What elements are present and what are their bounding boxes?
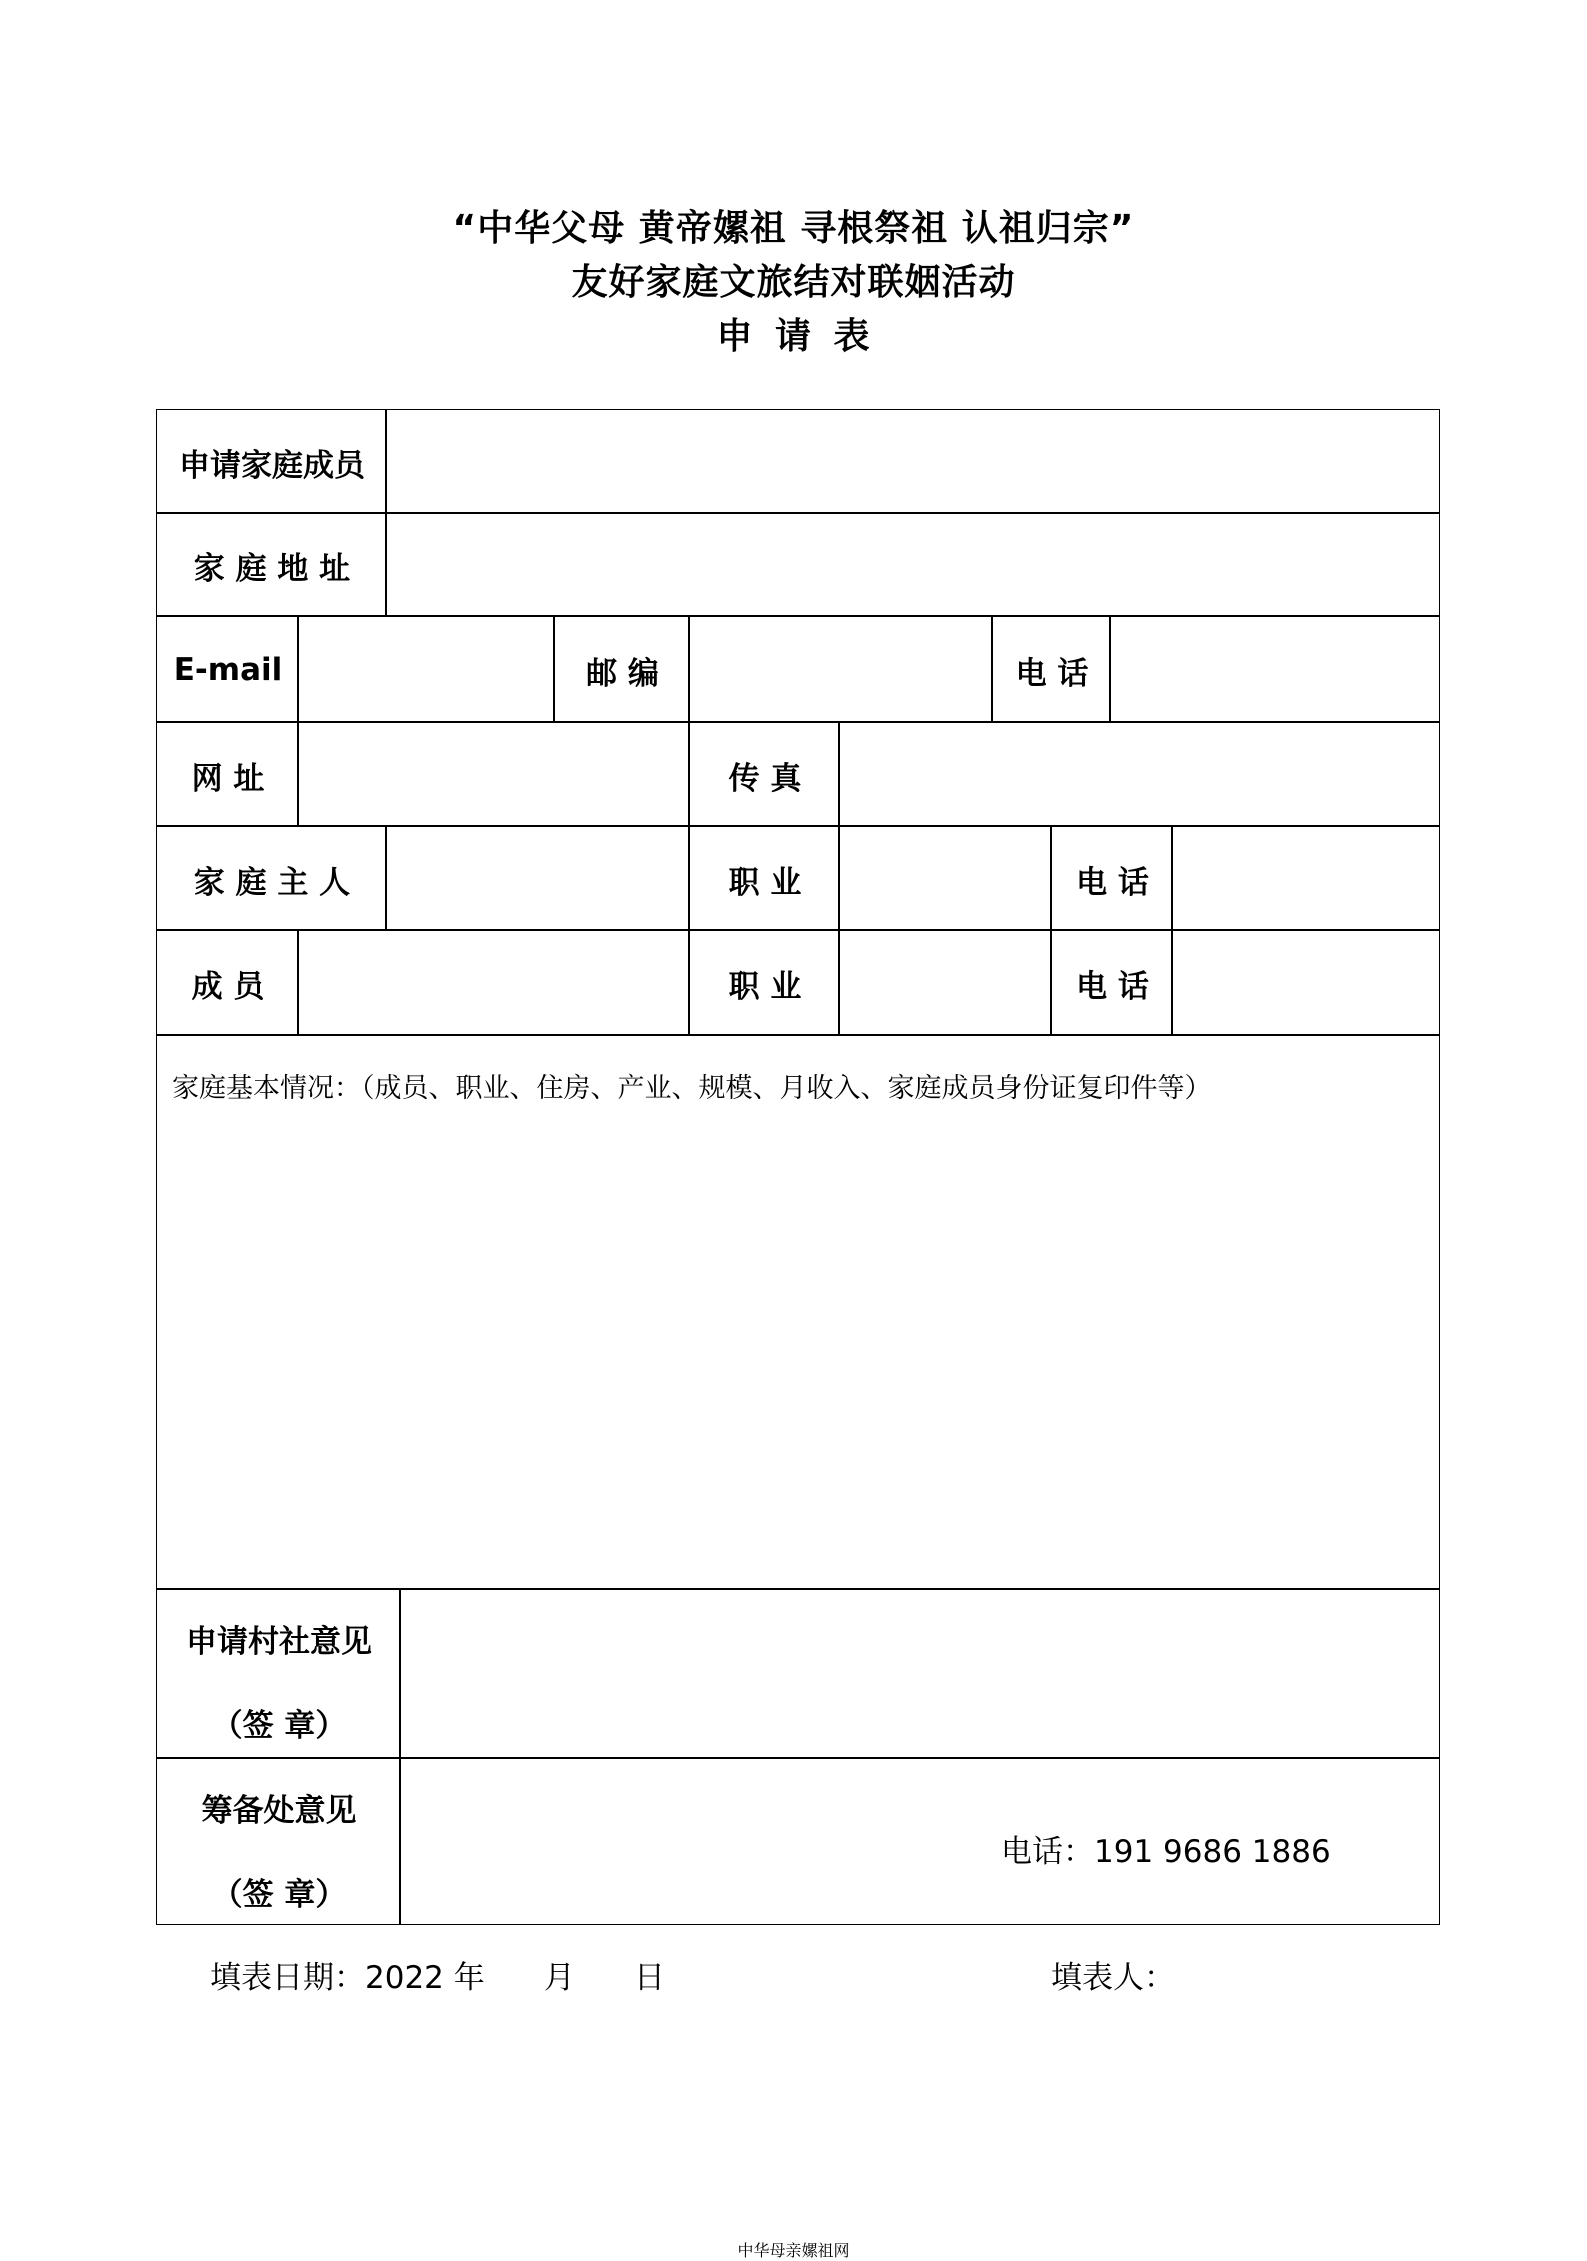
title-line-1: “中华父母 黄帝嫘祖 寻根祭祖 认祖归宗” [452, 208, 1135, 249]
filler-label: 填表人： [1051, 1960, 1175, 1996]
title-line-3: 申 请 表 [716, 316, 871, 357]
member-occupation-input[interactable] [839, 930, 1051, 1035]
member-input[interactable] [298, 930, 689, 1035]
member-phone-label: 电 话 [1076, 969, 1149, 1005]
website-label: 网 址 [191, 760, 265, 797]
head-label: 家 庭 主 人 [193, 864, 351, 901]
fill-date-label: 填表日期：2022 年 月 日 [210, 1960, 665, 1996]
village-seal-label: （签 章） [211, 1707, 347, 1744]
member-phone-input[interactable] [1172, 930, 1440, 1035]
fax-input[interactable] [839, 722, 1440, 826]
committee-phone: 电话：191 9686 1886 [1001, 1834, 1331, 1870]
postcode-input[interactable] [689, 616, 992, 722]
website-input[interactable] [298, 722, 689, 826]
email-input[interactable] [298, 616, 554, 722]
phone-input[interactable] [1110, 616, 1440, 722]
fax-label: 传 真 [728, 760, 802, 797]
village-opinion-input[interactable] [400, 1589, 1440, 1758]
postcode-label: 邮 编 [586, 655, 659, 692]
footer-site: 中华母亲嫘祖网 [737, 2241, 850, 2260]
email-label: E-mail [173, 652, 283, 688]
committee-opinion-label: 筹备处意见 [201, 1792, 357, 1829]
committee-seal-label: （签 章） [211, 1876, 347, 1913]
basic-info-input[interactable] [156, 1035, 1440, 1589]
head-phone-label: 电 话 [1076, 864, 1149, 901]
head-phone-input[interactable] [1172, 826, 1440, 930]
title-line-2: 友好家庭文旅结对联姻活动 [571, 262, 1016, 303]
member-label: 成 员 [191, 969, 265, 1005]
head-occupation-label: 职 业 [728, 864, 802, 901]
address-input[interactable] [386, 513, 1440, 616]
members-label: 申请家庭成员 [179, 447, 365, 484]
basic-info-label: 家庭基本情况：（成员、职业、住房、产业、规模、月收入、家庭成员身份证复印件等） [172, 1073, 1212, 1104]
village-opinion-label: 申请村社意见 [186, 1623, 372, 1660]
phone-label: 电 话 [1015, 655, 1089, 692]
head-input[interactable] [386, 826, 689, 930]
head-occupation-input[interactable] [839, 826, 1051, 930]
address-label: 家 庭 地 址 [193, 551, 351, 587]
member-occupation-label: 职 业 [728, 969, 802, 1005]
members-input[interactable] [386, 409, 1440, 513]
